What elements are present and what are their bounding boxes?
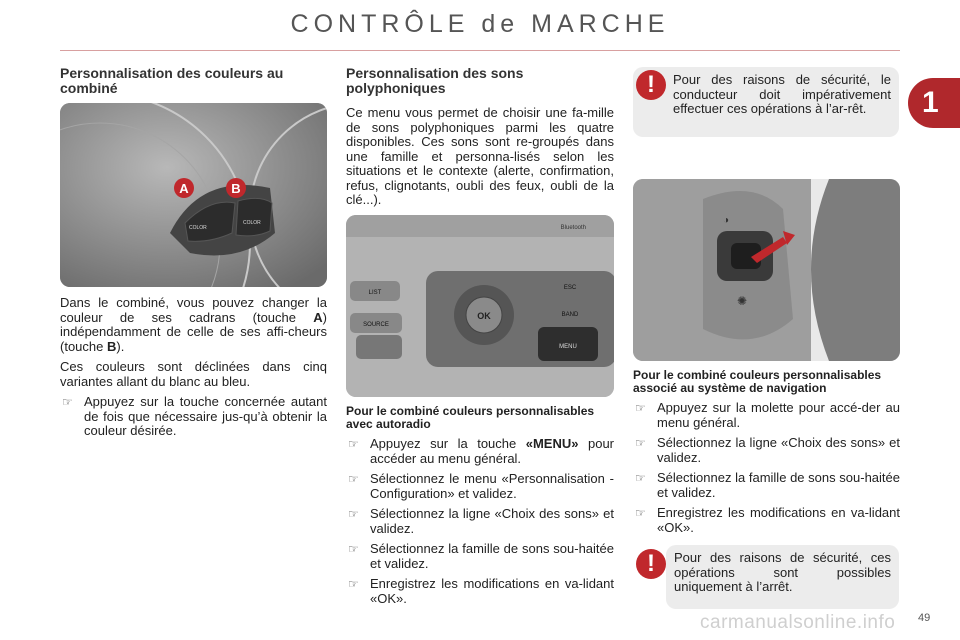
title-rule [60, 50, 900, 51]
col2-heading: Personnalisation des sons polyphoniques [346, 65, 524, 96]
warning-box-2 [666, 545, 899, 609]
list-item: ☞ Sélectionnez la famille de sons sou-haitée et validez. [348, 541, 614, 571]
col1-bullets [60, 395, 327, 439]
band-button-label: BAND [561, 312, 579, 318]
page-number: 49 [918, 612, 931, 624]
col1-para2: Ces couleurs sont déclinées dans cinq variantes allant du blanc au bleu. [60, 359, 327, 389]
steering-illustration [633, 179, 900, 361]
key-a-label: COLOR [189, 225, 207, 231]
col2-bullets [346, 437, 614, 606]
arrow-right-icon: ☞ [348, 437, 359, 451]
radio-figure [346, 215, 614, 397]
arrow-right-icon: ☞ [635, 506, 646, 520]
col2-bottom [346, 405, 614, 612]
list-item: ☞ Sélectionnez la famille de sons sou-haitée et validez. [635, 470, 900, 500]
esc-button-label: ESC [563, 285, 577, 291]
exclamation-icon: ! [636, 70, 666, 100]
watermark: carmanualsonline.info [700, 612, 896, 633]
list-item: ☞ Appuyez sur la molette pour accé-der au menu général. [635, 400, 900, 430]
page-title: CONTRÔLE de MARCHE [290, 10, 670, 38]
arrow-right-icon: ☞ [635, 401, 646, 415]
col3-body [633, 369, 900, 541]
list-item: ☞ Enregistrez les modifications en va-lidant «OK». [348, 576, 614, 606]
warning-text-2: Pour des raisons de sécurité, ces opérations sont possibles uniquement à l’arrêt. [674, 550, 891, 594]
col1-heading-block [60, 66, 326, 106]
col3-bullets [633, 401, 900, 535]
arrow-right-icon: ☞ [635, 436, 646, 450]
list-item: ☞ Sélectionnez la ligne «Choix des sons» et validez. [635, 435, 900, 465]
warning-text-1: Pour des raisons de sécurité, le conducteur doit impérativement effectuer ces opérations à l’ar-rêt. [673, 72, 891, 116]
bluetooth-label: Bluetooth [560, 225, 586, 231]
col3-subheading: Pour le combiné couleurs personnalisables associé au système de navigation [633, 368, 882, 395]
key-b-marker: B [231, 181, 241, 196]
col2-top [346, 66, 614, 214]
chapter-tab: 1 [908, 78, 960, 128]
cluster-illustration [60, 103, 327, 287]
radio-illustration [346, 215, 614, 397]
wiper-icon: ✺ [737, 294, 748, 308]
arrow-right-icon: ☞ [348, 542, 359, 556]
arrow-right-icon: ☞ [635, 471, 646, 485]
col1-para1: Dans le combiné, vous pouvez changer la couleur de ses cadrans (touche A) indépendamment de celle de ses affi-cheurs (touche B). [60, 295, 327, 354]
arrow-right-icon: ☞ [348, 507, 359, 521]
source-button-label: SOURCE [363, 322, 389, 328]
list-item: ☞ Sélectionnez la ligne «Choix des sons» et validez. [348, 506, 614, 536]
arrow-right-icon: ☞ [348, 577, 359, 591]
arrow-right-icon: ☞ [348, 472, 359, 486]
ok-button-label: OK [477, 311, 491, 321]
arrow-right-icon: ☞ [62, 395, 73, 409]
key-a-marker: A [179, 181, 189, 196]
col1-body [60, 296, 327, 445]
menu-button-label: MENU [559, 344, 577, 350]
col2-subheading: Pour le combiné couleurs personnalisables avec autoradio [346, 404, 595, 431]
list-button-label: LIST [368, 290, 382, 296]
warning-box-1 [633, 67, 899, 137]
col2-intro: Ce menu vous permet de choisir une fa-mille de sons polyphoniques parmi les quatre disponibles. Ces sons sont re-groupés dans une famille et personna-lisés selon les situations et le contexte (alerte, confirmation, refus, clignotants, oubli des feux, oubli de la clé...). [346, 105, 614, 207]
col1-heading: Personnalisation des couleurs au combiné [60, 65, 284, 96]
list-item: ☞ Appuyez sur la touche «MENU» pour accéder au menu général. [348, 436, 615, 466]
list-item: ☞ Enregistrez les modifications en va-lidant «OK». [635, 505, 900, 535]
cluster-figure [60, 103, 327, 287]
exclamation-icon: ! [636, 549, 666, 579]
light-icon: ◑ [723, 215, 730, 226]
list-item: ☞ Sélectionnez le menu «Personnalisation - Configuration» et validez. [348, 471, 614, 501]
steering-figure [633, 179, 900, 361]
key-b-label: COLOR [243, 220, 261, 226]
list-item: ☞ Appuyez sur la touche concernée autant de fois que nécessaire jus-qu’à obtenir la couleur désirée. [62, 394, 327, 438]
